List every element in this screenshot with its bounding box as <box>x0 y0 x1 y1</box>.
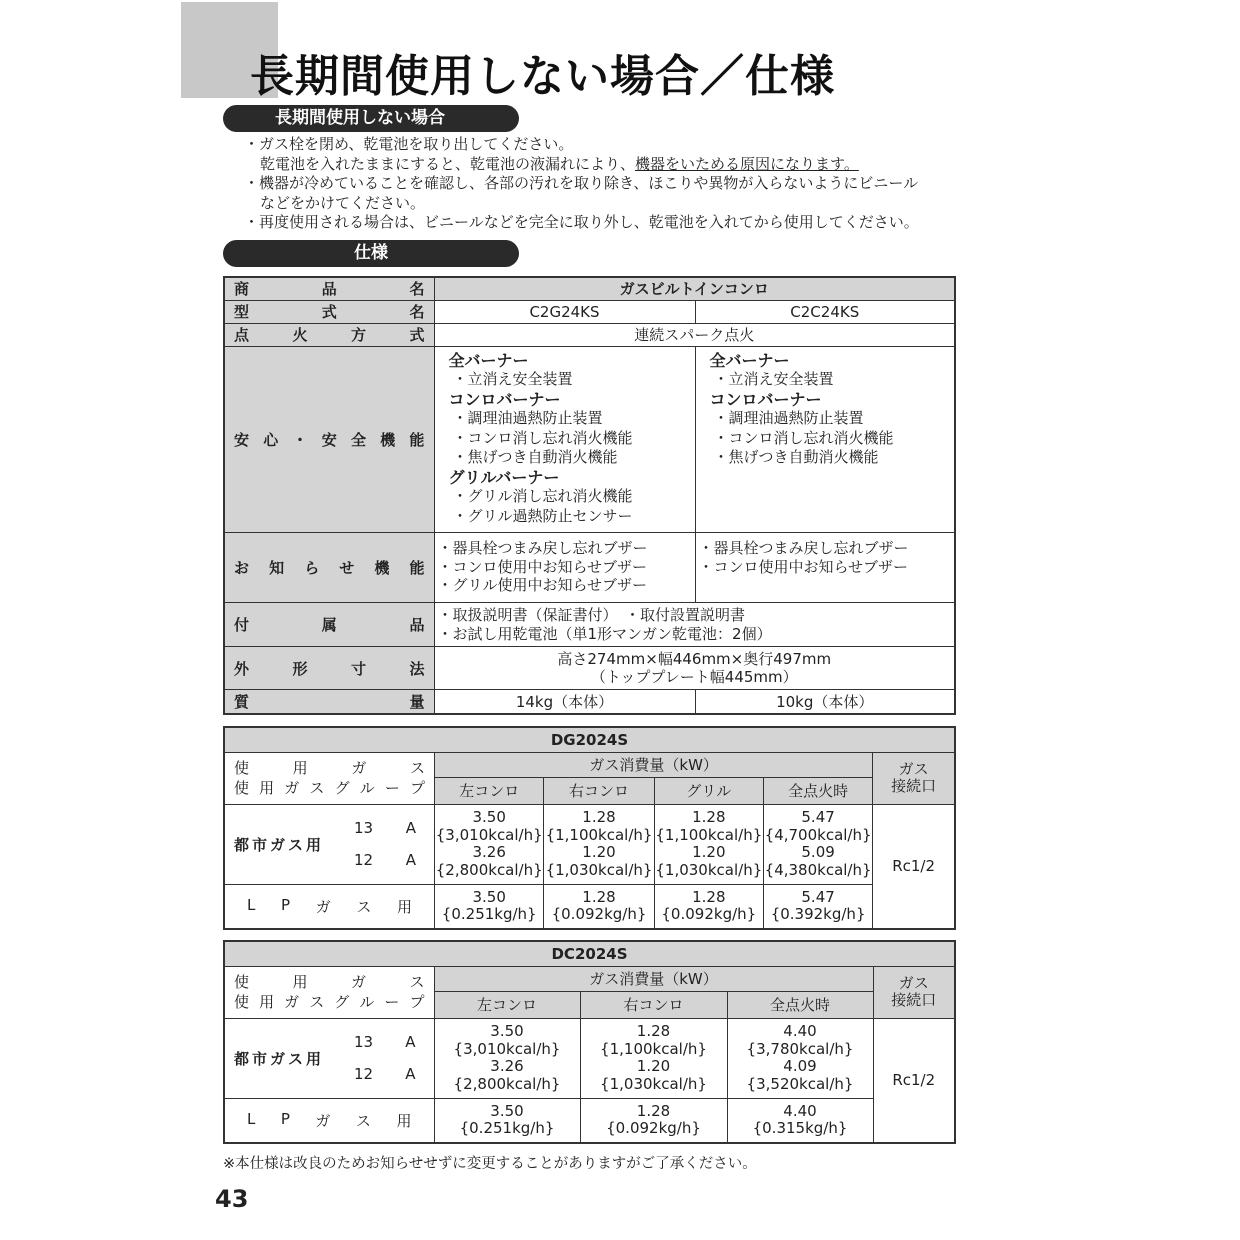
dc-lp-all: 4.40 {0.315kg/h} <box>727 1098 873 1143</box>
dg-lp-left: 3.50 {0.251kg/h} <box>435 884 544 929</box>
dg-consumption: ガス消費量（kW） <box>435 752 873 777</box>
dc-city-left: 3.50 {3,010kcal/h} 3.26 {2,800kcal/h} <box>434 1018 580 1098</box>
dc-col-right: 右コンロ <box>580 991 727 1018</box>
dg-city-all: 5.47 {4,700kcal/h} 5.09 {4,380kcal/h} <box>763 804 872 884</box>
notice-b: ・器具栓つまみ戻し忘れブザー ・コンロ使用中お知らせブザー <box>695 533 955 603</box>
dg-col-right: 右コンロ <box>544 777 654 804</box>
bullet-1: ・ガス栓を閉め、乾電池を取り出してください。 <box>244 135 574 153</box>
dg-city-grill: 1.28 {1,100kcal/h} 1.20 {1,030kcal/h} <box>654 804 763 884</box>
dc-port: Rc1/2 <box>873 1018 955 1143</box>
dg-col-left: 左コンロ <box>435 777 544 804</box>
spec-table <box>223 276 956 715</box>
label-mass: 質 量 <box>224 690 434 714</box>
accessories: ・取扱説明書（保証書付） ・取付設置説明書 ・お試し用乾電池（単1形マンガン乾電池：2個） <box>434 603 955 647</box>
dg-connection-header: ガス 接続口 <box>873 752 955 804</box>
dg-city-right: 1.28 {1,100kcal/h} 1.20 {1,030kcal/h} <box>544 804 654 884</box>
bullet-1-cont: 乾電池を入れたままにすると、乾電池の液漏れにより、機器をいためる原因になります。 <box>260 154 859 173</box>
dc-consumption: ガス消費量（kW） <box>434 966 873 991</box>
label-model: 型 式 名 <box>224 300 434 323</box>
label-safety: 安 心 ・ 安 全 機 能 <box>224 346 434 533</box>
safety-b: 全バーナー ・立消え安全装置 コンロバーナー ・調理油過熱防止装置 ・コンロ消し忘れ消火機能 ・焦げつき自動消火機能 <box>695 346 955 533</box>
dg-gas-label: 使 用 ガ ス 使 用 ガ ス グ ル ー プ <box>224 752 435 804</box>
label-accessories: 付 属 品 <box>224 603 434 647</box>
dc-lp-label: L P ガ ス 用 <box>224 1098 434 1143</box>
dc-model: DC2024S <box>224 941 955 966</box>
ignition-value: 連続スパーク点火 <box>434 323 955 346</box>
safety-a: 全バーナー ・立消え安全装置 コンロバーナー ・調理油過熱防止装置 ・コンロ消し忘れ消火機能 ・焦げつき自動消火機能 グリルバーナー ・グリル消し忘れ消火機能 ・グリル過熱防止センサー <box>434 346 695 533</box>
dg-col-grill: グリル <box>654 777 763 804</box>
gas-table-dc <box>223 940 956 1144</box>
mass-b: 10kg（本体） <box>695 690 955 714</box>
label-ignition: 点 火 方 式 <box>224 323 434 346</box>
page-number: 43 <box>215 1185 249 1213</box>
dimensions: 高さ274mm×幅446mm×奥行497mm （トッププレート幅445mm） <box>434 647 955 690</box>
dc-city-all: 4.40 {3,780kcal/h} 4.09 {3,520kcal/h} <box>727 1018 873 1098</box>
dc-connection-header: ガス 接続口 <box>873 966 955 1018</box>
dc-lp-right: 1.28 {0.092kg/h} <box>580 1098 727 1143</box>
bullet-3: ・再度使用される場合は、ビニールなどを完全に取り外し、乾電池を入れてから使用してください。 <box>244 213 919 231</box>
mass-a: 14kg（本体） <box>434 690 695 714</box>
dg-city-gas: 都市ガス用 13 A 12 A <box>224 804 435 884</box>
model-b: C2C24KS <box>695 300 955 323</box>
gas-table-dg <box>223 726 956 930</box>
dg-lp-grill: 1.28 {0.092kg/h} <box>654 884 763 929</box>
dg-lp-all: 5.47 {0.392kg/h} <box>763 884 872 929</box>
notice-a: ・器具栓つまみ戻し忘れブザー ・コンロ使用中お知らせブザー ・グリル使用中お知らせブザー <box>434 533 695 603</box>
dc-col-left: 左コンロ <box>434 991 580 1018</box>
section-heading-spec: 仕様 <box>223 240 519 267</box>
label-dimensions: 外 形 寸 法 <box>224 647 434 690</box>
dc-col-all: 全点火時 <box>727 991 873 1018</box>
dg-lp-label: L P ガ ス 用 <box>224 884 435 929</box>
product-name: ガスビルトインコンロ <box>434 277 955 300</box>
bullet-2-cont: などをかけてください。 <box>260 193 426 212</box>
dg-port: Rc1/2 <box>873 804 955 929</box>
dc-city-gas: 都市ガス用 13 A 12 A <box>224 1018 434 1098</box>
model-a: C2G24KS <box>434 300 695 323</box>
label-product: 商 品 名 <box>224 277 434 300</box>
dc-gas-label: 使 用 ガ ス 使 用 ガ ス グ ル ー プ <box>224 966 434 1018</box>
dg-lp-right: 1.28 {0.092kg/h} <box>544 884 654 929</box>
bullet-2: ・機器が冷めていることを確認し、各部の汚れを取り除き、ほこりや異物が入らないようにビニール <box>244 174 919 192</box>
dc-lp-left: 3.50 {0.251kg/h} <box>434 1098 580 1143</box>
dg-col-all: 全点火時 <box>763 777 872 804</box>
storage-instructions <box>244 135 919 233</box>
dg-city-left: 3.50 {3,010kcal/h} 3.26 {2,800kcal/h} <box>435 804 544 884</box>
dc-city-right: 1.28 {1,100kcal/h} 1.20 {1,030kcal/h} <box>580 1018 727 1098</box>
section-heading-storage: 長期間使用しない場合 <box>223 105 519 132</box>
label-notice: お 知 ら せ 機 能 <box>224 533 434 603</box>
page-title: 長期間使用しない場合／仕様 <box>250 51 835 102</box>
dg-model: DG2024S <box>224 727 955 752</box>
footnote: ※本仕様は改良のためお知らせせずに変更することがありますがご了承ください。 <box>223 1156 757 1172</box>
